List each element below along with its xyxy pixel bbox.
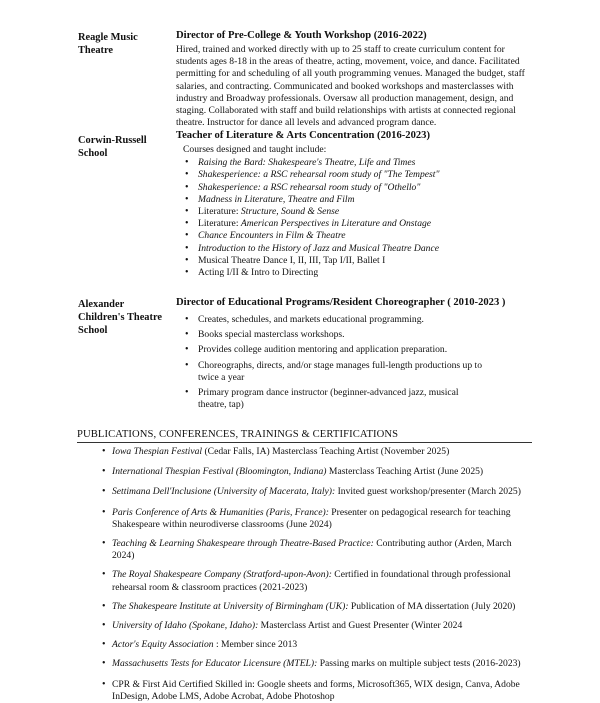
list-item: • University of Idaho (Spokane, Idaho): Masterclass Artist and Guest Presenter (Winter 2024 <box>112 620 527 632</box>
list-item: • Musical Theatre Dance I, II, III, Tap I/II, Ballet I <box>198 255 526 267</box>
job-entry <box>176 296 526 414</box>
job-entry <box>176 29 526 129</box>
list-item: • CPR & First Aid Certified Skilled in: Google sheets and forms, Microsoft365, WIX design, Canva, Adobe InDesign, Adobe LMS, Adobe Acrobat, Adobe Photoshop <box>112 679 527 703</box>
section-heading: PUBLICATIONS, CONFERENCES, TRAININGS & CERTIFICATIONS <box>77 428 532 443</box>
list-item: • Creates, schedules, and markets educational programming. <box>198 314 526 326</box>
list-item: • Madness in Literature, Theatre and Film <box>198 194 526 206</box>
course-list <box>176 157 526 279</box>
duties-list <box>176 314 526 411</box>
list-item: • Literature: American Perspectives in Literature and Onstage <box>198 218 526 230</box>
list-item: • The Shakespeare Institute at University of Birmingham (UK): Publication of MA dissertation (July 2020) <box>112 601 527 613</box>
list-item: • Provides college audition mentoring and application preparation. <box>198 344 526 356</box>
list-item: • Literature: Structure, Sound & Sense <box>198 206 526 218</box>
list-item: • Introduction to the History of Jazz and Musical Theatre Dance <box>198 243 526 255</box>
list-item: • Teaching & Learning Shakespeare through Theatre-Based Practice: Contributing author (Arden, March 2024) <box>112 538 527 562</box>
job-title: Director of Pre-College & Youth Workshop (2016-2022) <box>176 30 427 41</box>
list-item: • Shakesperience: a RSC rehearsal room study of "The Tempest" <box>198 169 526 181</box>
list-item: • Paris Conference of Arts & Humanities (Paris, France): Presenter on pedagogical research for teaching Shakespeare within neurodiverse classrooms (June 2024) <box>112 507 527 531</box>
job-description: Hired, trained and worked directly with up to 25 staff to create curriculum content for students ages 8-18 in the areas of theatre, acting, movement, voice, and dance. Facilitated permitting for and scheduling of all youth programming venues. Managed the budget, staff salaries, and contracting. Communicated and booked workshops and masterclasses with industry and Broadway professionals. Oversaw all production management, design, and staging. Collaborated with staff and build relationships with artists at connected regional theatre. Instructor for dance all levels and advanced program dance. <box>176 44 525 129</box>
list-item: • Shakesperience: a RSC rehearsal room study of "Othello" <box>198 182 526 194</box>
list-item: • International Thespian Festival (Bloomington, Indiana) Masterclass Teaching Artist (June 2025) <box>112 466 527 478</box>
job-title: Teacher of Literature & Arts Concentration (2016-2023) <box>176 130 431 141</box>
list-item: • Choreographs, directs, and/or stage manages full-length productions up to twice a year <box>198 360 488 384</box>
job-title: Director of Educational Programs/Resident Choreographer ( 2010-2023 ) <box>176 297 506 308</box>
list-item: • Iowa Thespian Festival (Cedar Falls, IA) Masterclass Teaching Artist (November 2025) <box>112 446 527 458</box>
org-name: Reagle Music Theatre <box>78 32 138 56</box>
list-item: • Primary program dance instructor (beginner-advanced jazz, musical theatre, tap) <box>198 387 488 411</box>
list-item: • Settimana Dell'Inclusione (University of Macerata, Italy): Invited guest workshop/presenter (March 2025) <box>112 486 527 498</box>
courses-intro: Courses designed and taught include: <box>183 144 327 155</box>
list-item: • Acting I/II & Intro to Directing <box>198 267 526 279</box>
list-item: • Massachusetts Tests for Educator Licensure (MTEL): Passing marks on multiple subject tests (2016-2023) <box>112 658 527 670</box>
list-item: • Actor's Equity Association : Member since 2013 <box>112 639 527 651</box>
list-item: • Chance Encounters in Film & Theatre <box>198 230 526 242</box>
publications-list <box>112 446 527 703</box>
org-name: Alexander Children's Theatre School <box>78 299 163 336</box>
job-entry <box>176 129 526 279</box>
list-item: • Books special masterclass workshops. <box>198 329 526 341</box>
org-name: Corwin-Russell School <box>78 135 147 159</box>
list-item: • Raising the Bard: Shakespeare's Theatre, Life and Times <box>198 157 526 169</box>
list-item: • The Royal Shakespeare Company (Stratford-upon-Avon): Certified in foundational through professional rehearsal room & classroom practices (2021-2023) <box>112 569 527 593</box>
